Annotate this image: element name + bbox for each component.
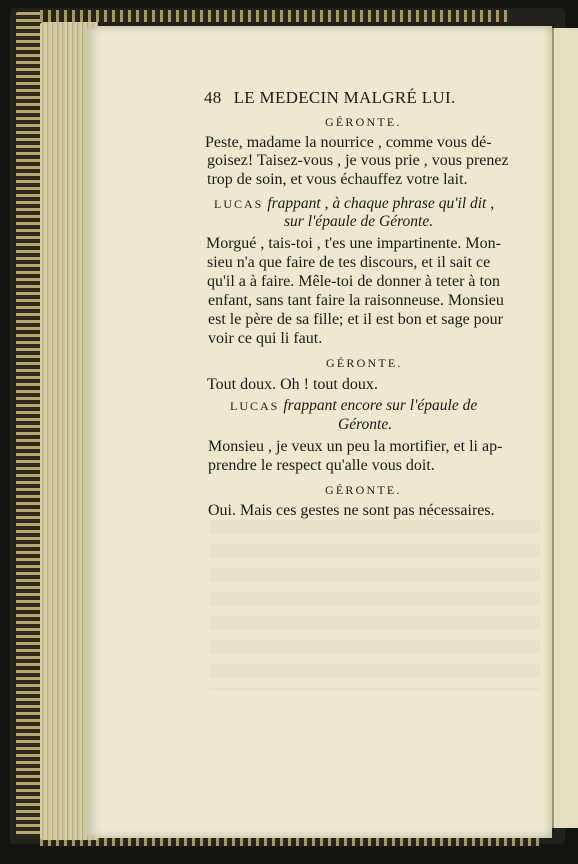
running-head xyxy=(204,88,504,108)
speaker-name: GÉRONTE. xyxy=(325,483,402,497)
stage-text: frappant encore sur l'épaule de xyxy=(283,397,478,414)
stage-direction: sur l'épaule de Géronte. xyxy=(284,213,434,230)
text-line: sieu n'a que faire de tes discours, et il sait ce xyxy=(207,254,491,271)
book-title: LE MEDECIN MALGRÉ LUI. xyxy=(233,88,456,107)
speaker-name: GÉRONTE. xyxy=(325,115,402,129)
text-line: Monsieu , je veux un peu la mortifier, et li ap- xyxy=(208,438,503,455)
text-line: prendre le respect qu'alle vous doit. xyxy=(208,457,435,474)
text-line: goisez! Taisez-vous , je vous prie , vous prenez xyxy=(207,152,509,169)
text-line: Oui. Mais ces gestes ne sont pas nécessaires. xyxy=(208,502,495,519)
text-line: voir ce qui li faut. xyxy=(208,330,323,347)
stage-speaker: LUCAS xyxy=(214,197,264,211)
stage-text: frappant , à chaque phrase qu'il dit , xyxy=(267,195,495,212)
text-line: est le père de sa fille; et il est bon et sage pour xyxy=(208,311,504,328)
gilt-top-border xyxy=(40,10,510,22)
text-line: Peste, madame la nourrice , comme vous dé- xyxy=(205,134,492,151)
page-number: 48 xyxy=(204,88,222,107)
stage-direction xyxy=(230,397,477,415)
text-line: trop de soin, et vous échauffez votre lait. xyxy=(207,171,468,188)
text-line: enfant, sans tant faire la raisonneuse. Monsieu xyxy=(208,292,504,309)
stage-speaker: LUCAS xyxy=(230,399,280,413)
speaker-name: GÉRONTE. xyxy=(326,356,403,370)
show-through xyxy=(210,520,540,690)
stage-direction xyxy=(214,195,494,213)
stage-direction: Géronte. xyxy=(338,416,393,433)
text-line: Morgué , tais-toi , t'es une impartinente. Mon- xyxy=(206,235,501,252)
text-line: qu'il a à faire. Mêle-toi de donner à teter à ton xyxy=(207,273,500,290)
text-line: Tout doux. Oh ! tout doux. xyxy=(207,376,378,393)
gilt-spine-border xyxy=(16,12,42,838)
facing-page-edge xyxy=(552,28,578,828)
